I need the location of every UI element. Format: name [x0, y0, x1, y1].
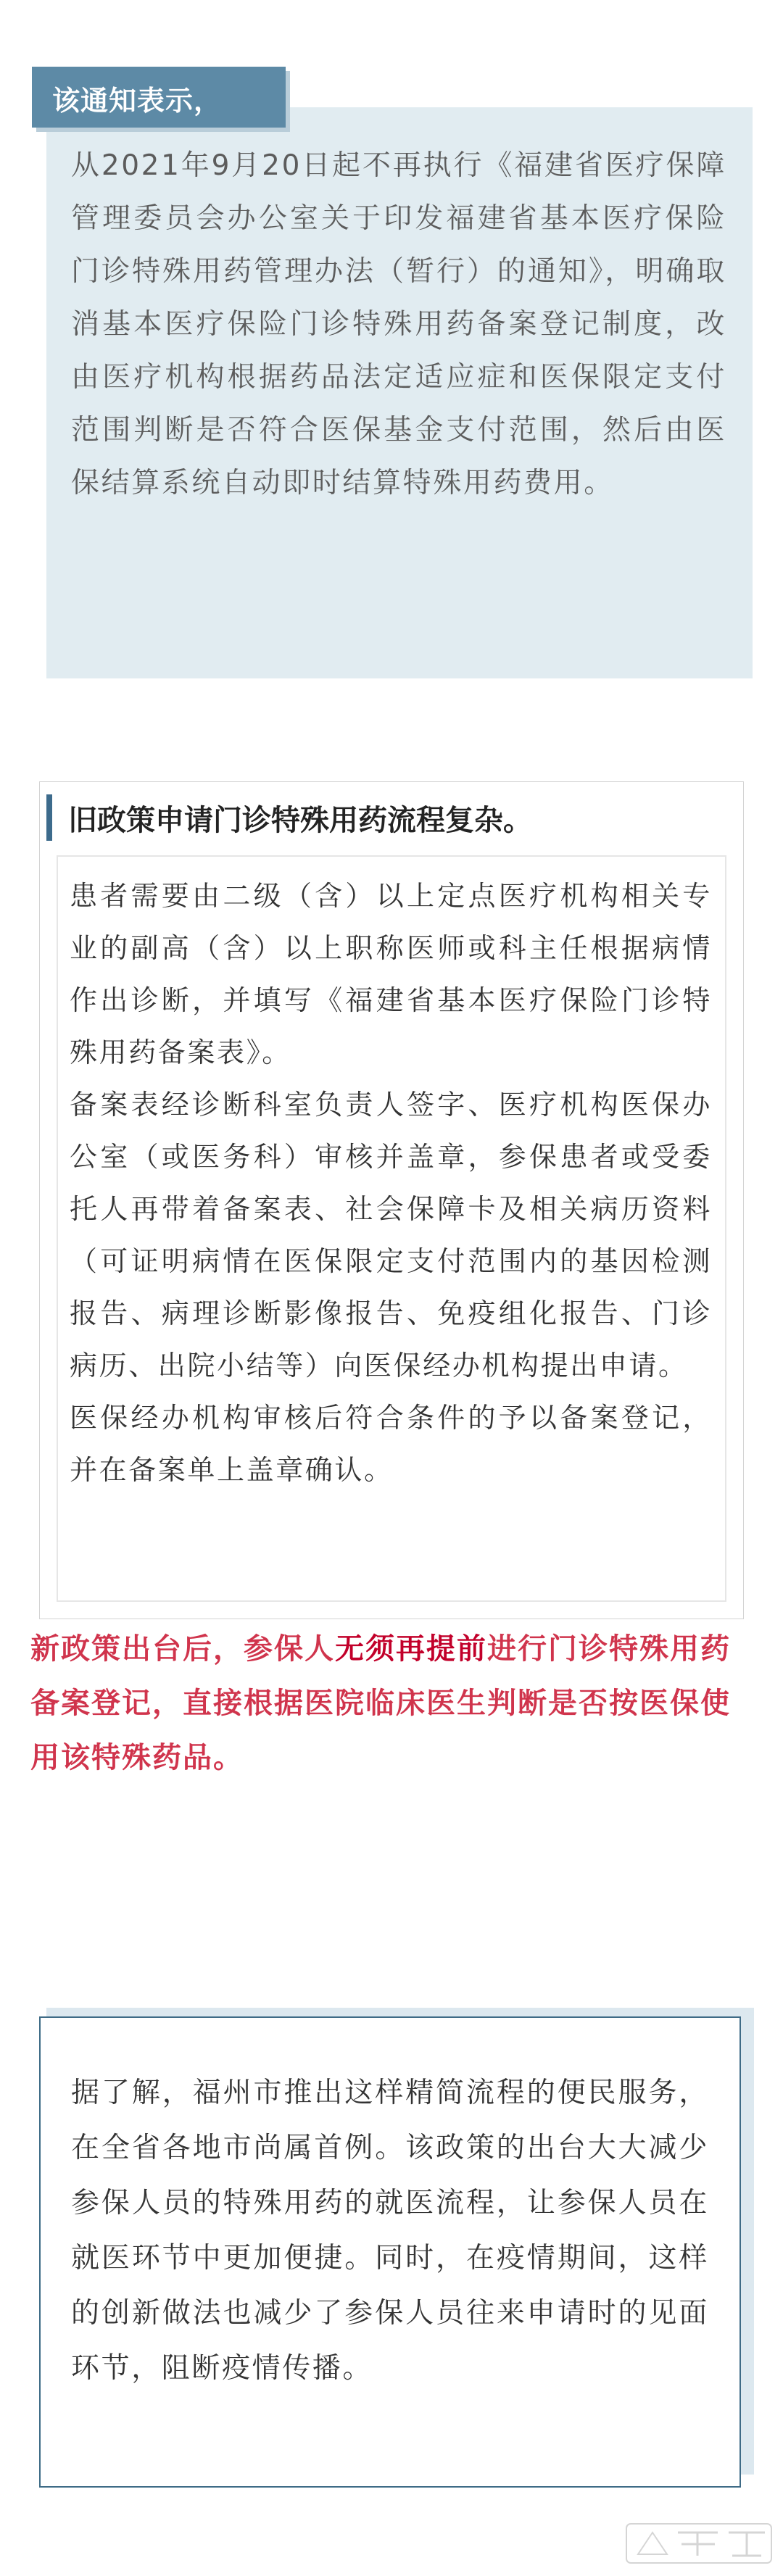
notice-header-text: 该通知表示， — [52, 85, 223, 117]
notice-body: 从2021年9月20日起不再执行《福建省医疗保障管理委员会办公室关于印发福建省基本医疗保险门诊特殊用药管理办法（暂行）的通知》，明确取消基本医疗保险门诊特殊用药备案登记制度，改由医疗机构根据药品法定适应症和医保限定支付范围判断是否符合医保基金支付范围，然后由医保结算系统自动即时结算特殊用药费用。 — [71, 149, 726, 499]
old-policy-body — [70, 870, 712, 1496]
new-policy-emphasis: 无须再提前 — [335, 1632, 487, 1666]
old-policy-paragraph: 患者需要由二级（含）以上定点医疗机构相关专业的副高（含）以上职称医师或科主任根据病情作出诊断，并填写《福建省基本医疗保险门诊特殊用药备案表》。 — [70, 880, 712, 1068]
new-policy-text-part3: 进行门诊特殊用药备案登记，直接根据医院临床医生判断是否按医保使用该特殊药品。 — [30, 1632, 731, 1774]
new-policy-text-part1: 新政策出台后，参保人 — [30, 1632, 335, 1666]
old-policy-card — [57, 855, 726, 1602]
old-policy-paragraph: 备案表经诊断科室负责人签字、医疗机构医保办公室（或医务科）审核并盖章，参保患者或受委托人再带着备案表、社会保障卡及相关病历资料（可证明病情在医保限定支付范围内的基因检测报告、病理诊断影像报告、免疫组化报告、门诊病历、出院小结等）向医保经办机构提出申请。 — [70, 1089, 712, 1382]
old-policy-title: 旧政策申请门诊特殊用药流程复杂。 — [68, 804, 532, 837]
summary-section — [39, 2008, 754, 2489]
watermark-logo — [624, 2518, 776, 2569]
title-accent-bar — [46, 794, 52, 841]
watermark-logo-graphic — [624, 2518, 776, 2569]
old-policy-section — [39, 781, 745, 1622]
new-policy-text — [30, 1622, 755, 1785]
notice-header — [32, 67, 286, 128]
new-policy-section — [30, 1622, 755, 1854]
notice-section — [32, 67, 753, 678]
old-policy-paragraph: 医保经办机构审核后符合条件的予以备案登记，并在备案单上盖章确认。 — [70, 1402, 712, 1486]
summary-body: 据了解，福州市推出这样精简流程的便民服务，在全省各地市尚属首例。该政策的出台大大减少参保人员的特殊用药的就医流程，让参保人员在就医环节中更加便捷。同时，在疫情期间，这样的创新做法也减少了参保人员往来申请时的见面环节，阻断疫情传播。 — [71, 2077, 709, 2385]
summary-card — [39, 2016, 741, 2488]
